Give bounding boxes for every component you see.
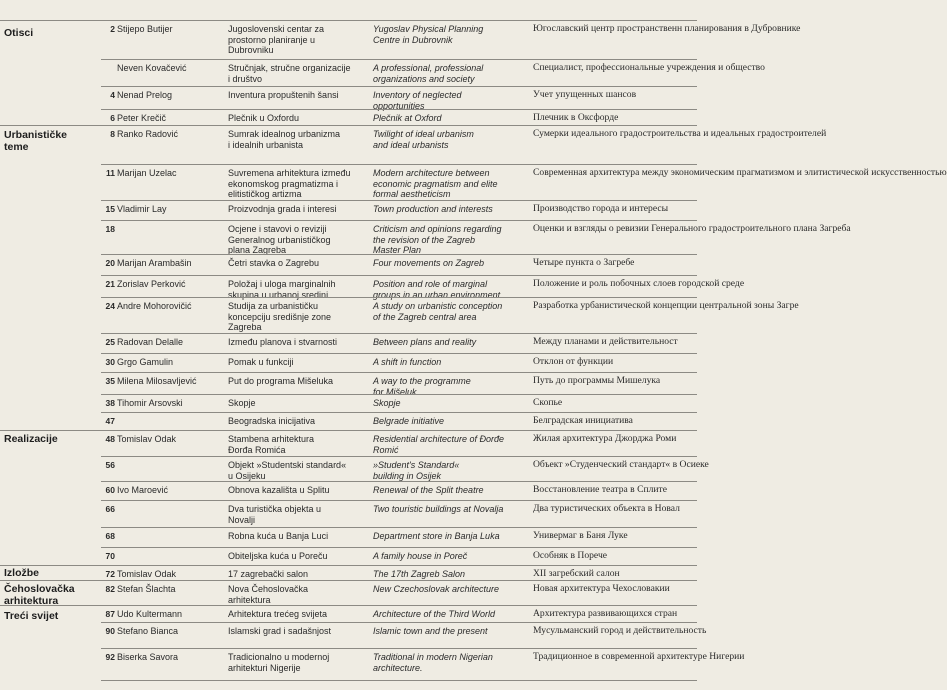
title-russian: Учет упущенных шансов xyxy=(533,89,637,100)
title-russian: Между планами и действительност xyxy=(533,336,678,347)
title-english: Belgrade initiative xyxy=(373,416,445,426)
row-divider xyxy=(101,527,697,528)
title-russian: Путь до программы Мишелука xyxy=(533,375,661,386)
title-english: A shift in function xyxy=(373,357,442,367)
author-name: Nenad Prelog xyxy=(117,90,173,100)
title-english: Yugoslav Physical Planning Centre in Dubrovnik xyxy=(373,24,484,45)
row-divider xyxy=(101,547,697,548)
title-russian: Югославский центр пространственн планирования в Дубровнике xyxy=(533,23,801,34)
title-croatian: Položaj i uloga marginalnih skupina u urbanoj sredini xyxy=(228,279,336,300)
title-croatian: Plečnik u Oxfordu xyxy=(228,113,300,123)
author-name: Peter Krečič xyxy=(117,113,167,123)
title-croatian: Obiteljska kuća u Poreču xyxy=(228,551,328,561)
title-croatian: Ocjene i stavovi o reviziji Generalnog urbanističkog plana Zagreba xyxy=(228,224,331,255)
page-number: 30 xyxy=(105,357,115,367)
bottom-rule xyxy=(101,680,697,681)
title-english: Criticism and opinions regarding the revision of the Zagreb Master Plan xyxy=(373,224,502,255)
title-russian: Восстановление театра в Сплите xyxy=(533,484,667,495)
row-divider xyxy=(101,275,697,276)
top-rule xyxy=(0,20,697,21)
title-english: A way to the programme for Mišeluk xyxy=(373,376,471,397)
title-english: Islamic town and the present xyxy=(373,626,488,636)
author-name: Stijepo Butijer xyxy=(117,24,173,34)
author-name: Ivo Maroević xyxy=(117,485,169,495)
title-russian: Отклон от функции xyxy=(533,356,614,367)
title-croatian: Robna kuća u Banja Luci xyxy=(228,531,329,541)
title-russian: Современная архитектура между экономическим прагматизмом и элитистической искусственностью xyxy=(533,167,947,178)
author-name: Udo Kultermann xyxy=(117,609,183,619)
page-number: 48 xyxy=(105,434,115,444)
author-name: Milena Milosavljević xyxy=(117,376,197,386)
title-english: Department store in Banja Luka xyxy=(373,531,500,541)
page-number: 11 xyxy=(106,168,115,178)
title-english: Position and role of marginal groups in an urban environment xyxy=(373,279,501,300)
title-russian: Архитектура развивающихся стран xyxy=(533,608,678,619)
page-number: 2 xyxy=(110,24,115,34)
page-number: 24 xyxy=(105,301,115,311)
section-divider xyxy=(0,565,697,566)
title-croatian: Pomak u funkciji xyxy=(228,357,294,367)
author-name: Tomislav Odak xyxy=(117,434,177,444)
page-number: 38 xyxy=(105,398,115,408)
author-name: Radovan Delalle xyxy=(117,337,184,347)
author-name: Neven Kovačević xyxy=(117,63,187,73)
title-croatian: 17 zagrebački salon xyxy=(228,569,309,579)
title-english: A study on urbanistic conception of the Zagreb central area xyxy=(373,301,503,322)
row-divider xyxy=(101,412,697,413)
author-name: Vladimir Lay xyxy=(117,204,167,214)
author-name: Grgo Gamulin xyxy=(117,357,174,367)
row-divider xyxy=(101,59,697,60)
page-number: 60 xyxy=(105,485,115,495)
author-name: Biserka Savora xyxy=(117,652,179,662)
title-croatian: Između planova i stvarnosti xyxy=(228,337,338,347)
title-russian: Традиционное в современной архитектуре Нигерии xyxy=(533,651,745,662)
author-name: Tihomir Arsovski xyxy=(117,398,183,408)
page-number: 70 xyxy=(105,551,115,561)
page-number: 25 xyxy=(105,337,115,347)
title-english: Between plans and reality xyxy=(373,337,477,347)
title-russian: Два туристических объекта в Новал xyxy=(533,503,680,514)
section-divider xyxy=(0,125,697,126)
page-number: 8 xyxy=(110,129,115,139)
row-divider xyxy=(101,372,697,373)
title-english: Inventory of neglected opportunities xyxy=(373,90,462,111)
page-number: 6 xyxy=(110,113,115,123)
author-name: Stefan Šlachta xyxy=(117,584,176,594)
title-russian: Универмаг в Баня Луке xyxy=(533,530,628,541)
page-number: 82 xyxy=(105,584,115,594)
row-divider xyxy=(101,500,697,501)
title-english: Traditional in modern Nigerian architecture. xyxy=(373,652,493,673)
title-english: Architecture of the Third World xyxy=(373,609,496,619)
row-divider xyxy=(101,164,697,165)
row-divider xyxy=(101,394,697,395)
page-number: 47 xyxy=(105,416,115,426)
title-croatian: Inventura propuštenih šansi xyxy=(228,90,339,100)
section-title-treci-svijet: Treći svijet xyxy=(4,610,59,622)
section-title-realizacije: Realizacije xyxy=(4,433,58,445)
row-divider xyxy=(101,254,697,255)
row-divider xyxy=(101,353,697,354)
title-english: Renewal of the Split theatre xyxy=(373,485,484,495)
title-english: Two touristic buildings at Novalja xyxy=(373,504,504,514)
title-russian: Четыре пункта о Загребе xyxy=(533,257,635,268)
title-english: Twilight of ideal urbanism and ideal urbanists xyxy=(373,129,474,150)
title-russian: Белградская инициатива xyxy=(533,415,633,426)
row-divider xyxy=(101,622,697,623)
row-divider xyxy=(101,220,697,221)
author-name: Andre Mohorovičić xyxy=(117,301,192,311)
row-divider xyxy=(101,333,697,334)
page-number: 15 xyxy=(105,204,115,214)
title-english: A professional, professional organizations and society xyxy=(373,63,484,84)
title-english: Residential architecture of Đorđe Romić xyxy=(373,434,505,455)
title-croatian: Studija za urbanističku koncepciju središnje zone Zagreba xyxy=(228,301,332,332)
title-russian: Разработка урбанистической концепции центральной зоны Загре xyxy=(533,300,799,311)
row-divider xyxy=(101,86,697,87)
page-number: 92 xyxy=(105,652,115,662)
author-name: Tomislav Odak xyxy=(117,569,177,579)
title-croatian: Suvremena arhitektura između ekonomskog pragmatizma i elitističkog artizma xyxy=(228,168,351,199)
row-divider xyxy=(101,481,697,482)
author-name: Ranko Radović xyxy=(117,129,179,139)
page-number: 90 xyxy=(105,626,115,636)
title-croatian: Četri stavka o Zagrebu xyxy=(228,258,320,268)
title-croatian: Sumrak idealnog urbanizma i idealnih urbanista xyxy=(228,129,341,150)
title-russian: Новая архитектура Чехословакии xyxy=(533,583,670,594)
author-name: Marijan Arambašin xyxy=(117,258,192,268)
title-croatian: Proizvodnja grada i interesi xyxy=(228,204,337,214)
title-croatian: Tradicionalno u modernoj arhitekturi Nigerije xyxy=(228,652,330,673)
title-croatian: Obnova kazališta u Splitu xyxy=(228,485,330,495)
row-divider xyxy=(101,456,697,457)
page-number: 20 xyxy=(105,258,115,268)
row-divider xyxy=(101,297,697,298)
title-croatian: Put do programa Mišeluka xyxy=(228,376,334,386)
title-russian: Специалист, профессиональные учреждения и общество xyxy=(533,62,765,73)
section-title-urbanisticke-teme: Urbanističke teme xyxy=(4,129,68,153)
title-english: New Czechoslovak architecture xyxy=(373,584,500,594)
title-croatian: Beogradska inicijativa xyxy=(228,416,316,426)
title-croatian: Jugoslovenski centar za prostorno planiranje u Dubrovniku xyxy=(228,24,325,55)
author-name: Zorislav Perković xyxy=(117,279,186,289)
page-number: 87 xyxy=(105,609,115,619)
title-russian: Производство города и интересы xyxy=(533,203,669,214)
title-russian: Сумерки идеального градостроительства и идеальных градостроителей xyxy=(533,128,827,139)
page-number: 56 xyxy=(105,460,115,470)
page-number: 66 xyxy=(105,504,115,514)
title-russian: Положение и роль побочных слоев городской среде xyxy=(533,278,745,289)
author-name: Marijan Uzelac xyxy=(117,168,177,178)
section-divider xyxy=(0,430,697,431)
title-russian: Оценки и взгляды о ревизии Генерального градостроительного плана Загреба xyxy=(533,223,851,234)
title-russian: Жилая архитектура Джорджа Роми xyxy=(533,433,677,444)
title-english: Town production and interests xyxy=(373,204,493,214)
title-english: Skopje xyxy=(373,398,401,408)
page-number: 68 xyxy=(105,531,115,541)
title-croatian: Objekt »Studentski standard« u Osijeku xyxy=(228,460,347,481)
title-russian: Плечник в Оксфорде xyxy=(533,112,619,123)
title-croatian: Nova Čehoslovačka arhitektura xyxy=(228,584,309,605)
title-english: The 17th Zagreb Salon xyxy=(373,569,466,579)
section-title-izlozbe: Izložbe xyxy=(4,567,40,579)
title-english: Plečnik at Oxford xyxy=(373,113,442,123)
row-divider xyxy=(101,200,697,201)
page-number: 35 xyxy=(105,376,115,386)
page-number: 4 xyxy=(110,90,115,100)
title-russian: XII загребский салон xyxy=(533,568,620,579)
row-divider xyxy=(101,109,697,110)
section-divider xyxy=(0,580,697,581)
page-number: 21 xyxy=(105,279,115,289)
section-title-otisci: Otisci xyxy=(4,27,34,39)
title-russian: Скопье xyxy=(533,397,563,408)
title-english: »Student's Standard« building in Osijek xyxy=(373,460,460,481)
section-title-cehoslovacka-arhitektura: Čehoslovačka arhitektura xyxy=(4,583,75,607)
title-english: Four movements on Zagreb xyxy=(373,258,485,268)
title-croatian: Arhitektura trećeg svijeta xyxy=(228,609,328,619)
author-name: Stefano Bianca xyxy=(117,626,179,636)
title-russian: Особняк в Порече xyxy=(533,550,608,561)
title-croatian: Dva turistička objekta u Novalji xyxy=(228,504,322,525)
section-divider xyxy=(0,605,697,606)
title-croatian: Stambena arhitektura Đorđa Romića xyxy=(228,434,315,455)
title-english: Modern architecture between economic pragmatism and elite formal aestheticism xyxy=(373,168,498,199)
title-croatian: Islamski grad i sadašnjost xyxy=(228,626,332,636)
title-croatian: Skopje xyxy=(228,398,256,408)
title-croatian: Stručnjak, stručne organizacije i društvo xyxy=(228,63,351,84)
page-number: 72 xyxy=(105,569,115,579)
title-russian: Объект »Студенческий стандарт« в Осиеке xyxy=(533,459,709,470)
title-english: A family house in Poreč xyxy=(373,551,468,561)
page-number: 18 xyxy=(105,224,115,234)
title-russian: Мусульманский город и действительность xyxy=(533,625,707,636)
row-divider xyxy=(101,648,697,649)
